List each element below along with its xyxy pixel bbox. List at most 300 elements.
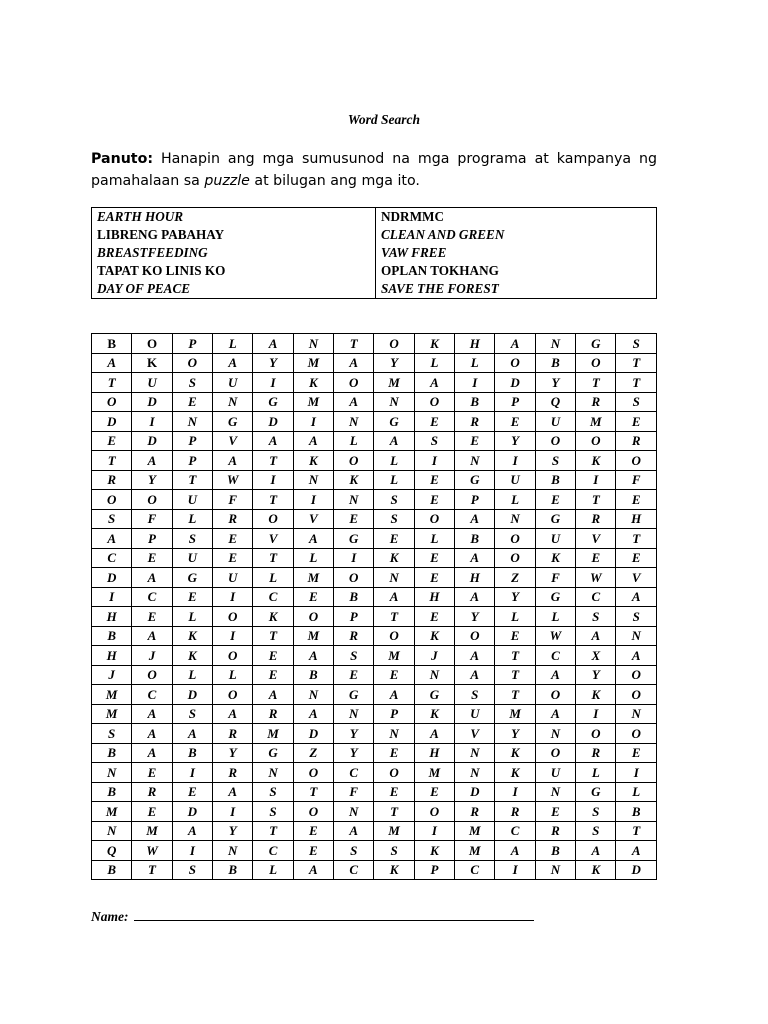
grid-cell[interactable]: E xyxy=(293,821,333,841)
grid-cell[interactable]: T xyxy=(334,334,374,354)
grid-cell[interactable]: E xyxy=(334,665,374,685)
grid-cell[interactable]: A xyxy=(132,704,172,724)
grid-cell[interactable]: E xyxy=(414,568,454,588)
grid-cell[interactable]: R xyxy=(576,392,616,412)
grid-cell[interactable]: E xyxy=(293,841,333,861)
grid-cell[interactable]: K xyxy=(374,860,414,880)
grid-cell[interactable]: D xyxy=(616,860,657,880)
grid-cell[interactable]: U xyxy=(172,490,212,510)
grid-cell[interactable]: A xyxy=(253,334,293,354)
grid-cell[interactable]: I xyxy=(495,782,535,802)
grid-cell[interactable]: S xyxy=(414,431,454,451)
grid-cell[interactable]: R xyxy=(213,509,253,529)
grid-cell[interactable]: O xyxy=(495,548,535,568)
grid-cell[interactable]: S xyxy=(374,509,414,529)
grid-cell[interactable]: O xyxy=(535,685,575,705)
grid-cell[interactable]: B xyxy=(172,743,212,763)
grid-cell[interactable]: V xyxy=(293,509,333,529)
grid-cell[interactable]: E xyxy=(576,548,616,568)
grid-cell[interactable]: P xyxy=(172,451,212,471)
grid-cell[interactable]: K xyxy=(414,626,454,646)
grid-cell[interactable]: A xyxy=(253,685,293,705)
grid-cell[interactable]: E xyxy=(172,587,212,607)
grid-cell[interactable]: A xyxy=(293,860,333,880)
grid-cell[interactable]: I xyxy=(334,548,374,568)
grid-cell[interactable]: V xyxy=(576,529,616,549)
grid-cell[interactable]: N xyxy=(293,685,333,705)
grid-cell[interactable]: T xyxy=(253,548,293,568)
grid-cell[interactable]: K xyxy=(495,763,535,783)
grid-cell[interactable]: O xyxy=(576,431,616,451)
grid-cell[interactable]: N xyxy=(616,704,657,724)
grid-cell[interactable]: H xyxy=(455,568,495,588)
grid-cell[interactable]: S xyxy=(576,802,616,822)
grid-cell[interactable]: I xyxy=(132,412,172,432)
grid-cell[interactable]: Y xyxy=(495,431,535,451)
grid-cell[interactable]: E xyxy=(172,392,212,412)
grid-cell[interactable]: Y xyxy=(334,743,374,763)
grid-cell[interactable]: F xyxy=(616,470,657,490)
grid-cell[interactable]: O xyxy=(334,451,374,471)
grid-cell[interactable]: T xyxy=(92,451,132,471)
grid-cell[interactable]: A xyxy=(213,704,253,724)
grid-cell[interactable]: K xyxy=(374,548,414,568)
grid-cell[interactable]: D xyxy=(172,802,212,822)
grid-cell[interactable]: M xyxy=(495,704,535,724)
grid-cell[interactable]: E xyxy=(414,607,454,627)
grid-cell[interactable]: F xyxy=(535,568,575,588)
grid-cell[interactable]: O xyxy=(213,646,253,666)
grid-cell[interactable]: E xyxy=(414,470,454,490)
grid-cell[interactable]: Y xyxy=(374,353,414,373)
grid-cell[interactable]: B xyxy=(92,626,132,646)
grid-cell[interactable]: O xyxy=(374,626,414,646)
grid-cell[interactable]: S xyxy=(535,451,575,471)
grid-cell[interactable]: O xyxy=(213,607,253,627)
grid-cell[interactable]: P xyxy=(414,860,454,880)
grid-cell[interactable]: N xyxy=(334,412,374,432)
grid-cell[interactable]: R xyxy=(535,821,575,841)
grid-cell[interactable]: I xyxy=(172,841,212,861)
grid-cell[interactable]: G xyxy=(535,509,575,529)
grid-cell[interactable]: I xyxy=(92,587,132,607)
grid-cell[interactable]: I xyxy=(495,451,535,471)
grid-cell[interactable]: D xyxy=(132,392,172,412)
grid-cell[interactable]: A xyxy=(132,568,172,588)
grid-cell[interactable]: E xyxy=(92,431,132,451)
grid-cell[interactable]: T xyxy=(374,802,414,822)
grid-cell[interactable]: O xyxy=(616,665,657,685)
grid-cell[interactable]: O xyxy=(576,353,616,373)
grid-cell[interactable]: C xyxy=(334,763,374,783)
grid-cell[interactable]: L xyxy=(455,353,495,373)
grid-cell[interactable]: L xyxy=(172,665,212,685)
grid-cell[interactable]: D xyxy=(495,373,535,393)
grid-cell[interactable]: A xyxy=(334,353,374,373)
grid-cell[interactable]: L xyxy=(414,353,454,373)
grid-cell[interactable]: A xyxy=(374,685,414,705)
grid-cell[interactable]: Y xyxy=(213,821,253,841)
grid-cell[interactable]: P xyxy=(455,490,495,510)
grid-cell[interactable]: N xyxy=(495,509,535,529)
grid-cell[interactable]: C xyxy=(253,587,293,607)
grid-cell[interactable]: A xyxy=(334,392,374,412)
grid-cell[interactable]: T xyxy=(253,451,293,471)
grid-cell[interactable]: Y xyxy=(495,587,535,607)
grid-cell[interactable]: E xyxy=(414,412,454,432)
grid-cell[interactable]: Y xyxy=(576,665,616,685)
grid-cell[interactable]: K xyxy=(132,353,172,373)
grid-cell[interactable]: U xyxy=(213,568,253,588)
grid-cell[interactable]: F xyxy=(213,490,253,510)
grid-cell[interactable]: N xyxy=(374,724,414,744)
grid-cell[interactable]: A xyxy=(293,704,333,724)
grid-cell[interactable]: L xyxy=(293,548,333,568)
grid-cell[interactable]: K xyxy=(172,626,212,646)
grid-cell[interactable]: O xyxy=(92,392,132,412)
grid-cell[interactable]: S xyxy=(374,490,414,510)
grid-cell[interactable]: O xyxy=(132,490,172,510)
grid-cell[interactable]: M xyxy=(374,821,414,841)
grid-cell[interactable]: O xyxy=(374,763,414,783)
grid-cell[interactable]: O xyxy=(92,490,132,510)
grid-cell[interactable]: R xyxy=(213,724,253,744)
grid-cell[interactable]: O xyxy=(414,392,454,412)
grid-cell[interactable]: N xyxy=(92,763,132,783)
grid-cell[interactable]: C xyxy=(495,821,535,841)
grid-cell[interactable]: E xyxy=(374,743,414,763)
grid-cell[interactable]: M xyxy=(253,724,293,744)
grid-cell[interactable]: L xyxy=(495,607,535,627)
grid-cell[interactable]: S xyxy=(455,685,495,705)
grid-cell[interactable]: E xyxy=(535,490,575,510)
grid-cell[interactable]: H xyxy=(414,743,454,763)
grid-cell[interactable]: H xyxy=(455,334,495,354)
grid-cell[interactable]: I xyxy=(414,451,454,471)
grid-cell[interactable]: I xyxy=(616,763,657,783)
grid-cell[interactable]: R xyxy=(92,470,132,490)
grid-cell[interactable]: A xyxy=(334,821,374,841)
grid-cell[interactable]: I xyxy=(253,470,293,490)
grid-cell[interactable]: O xyxy=(495,353,535,373)
grid-cell[interactable]: E xyxy=(132,607,172,627)
grid-cell[interactable]: R xyxy=(576,509,616,529)
grid-cell[interactable]: P xyxy=(495,392,535,412)
grid-cell[interactable]: R xyxy=(495,802,535,822)
grid-cell[interactable]: K xyxy=(576,451,616,471)
grid-cell[interactable]: Y xyxy=(455,607,495,627)
grid-cell[interactable]: M xyxy=(293,626,333,646)
grid-cell[interactable]: S xyxy=(576,607,616,627)
grid-cell[interactable]: I xyxy=(213,626,253,646)
grid-cell[interactable]: O xyxy=(213,685,253,705)
grid-cell[interactable]: E xyxy=(374,665,414,685)
grid-cell[interactable]: M xyxy=(414,763,454,783)
grid-cell[interactable]: S xyxy=(172,529,212,549)
grid-cell[interactable]: I xyxy=(455,373,495,393)
grid-cell[interactable]: N xyxy=(293,470,333,490)
grid-cell[interactable]: T xyxy=(576,373,616,393)
grid-cell[interactable]: N xyxy=(535,782,575,802)
grid-cell[interactable]: S xyxy=(92,724,132,744)
grid-cell[interactable]: L xyxy=(414,529,454,549)
grid-cell[interactable]: I xyxy=(576,704,616,724)
grid-cell[interactable]: C xyxy=(535,646,575,666)
grid-cell[interactable]: A xyxy=(495,841,535,861)
grid-cell[interactable]: R xyxy=(213,763,253,783)
grid-cell[interactable]: U xyxy=(132,373,172,393)
grid-cell[interactable]: A xyxy=(616,841,657,861)
grid-cell[interactable]: T xyxy=(495,646,535,666)
grid-cell[interactable]: M xyxy=(92,685,132,705)
grid-cell[interactable]: E xyxy=(616,412,657,432)
grid-cell[interactable]: J xyxy=(92,665,132,685)
grid-cell[interactable]: L xyxy=(334,431,374,451)
grid-cell[interactable]: R xyxy=(334,626,374,646)
grid-cell[interactable]: Y xyxy=(334,724,374,744)
grid-cell[interactable]: I xyxy=(213,587,253,607)
grid-cell[interactable]: T xyxy=(172,470,212,490)
grid-cell[interactable]: O xyxy=(293,763,333,783)
grid-cell[interactable]: L xyxy=(172,509,212,529)
grid-cell[interactable]: H xyxy=(616,509,657,529)
grid-cell[interactable]: E xyxy=(495,412,535,432)
grid-cell[interactable]: T xyxy=(576,490,616,510)
grid-cell[interactable]: T xyxy=(616,529,657,549)
grid-cell[interactable]: E xyxy=(253,646,293,666)
grid-cell[interactable]: B xyxy=(535,841,575,861)
grid-cell[interactable]: B xyxy=(535,353,575,373)
grid-cell[interactable]: M xyxy=(576,412,616,432)
grid-cell[interactable]: P xyxy=(172,431,212,451)
grid-cell[interactable]: E xyxy=(616,743,657,763)
grid-cell[interactable]: S xyxy=(616,607,657,627)
grid-cell[interactable]: M xyxy=(455,821,495,841)
grid-cell[interactable]: C xyxy=(132,685,172,705)
grid-cell[interactable]: K xyxy=(293,373,333,393)
grid-cell[interactable]: G xyxy=(535,587,575,607)
grid-cell[interactable]: U xyxy=(535,529,575,549)
grid-cell[interactable]: S xyxy=(172,373,212,393)
grid-cell[interactable]: R xyxy=(253,704,293,724)
grid-cell[interactable]: A xyxy=(132,743,172,763)
grid-cell[interactable]: N xyxy=(253,763,293,783)
grid-cell[interactable]: C xyxy=(455,860,495,880)
grid-cell[interactable]: A xyxy=(374,587,414,607)
grid-cell[interactable]: B xyxy=(455,392,495,412)
grid-cell[interactable]: K xyxy=(293,451,333,471)
grid-cell[interactable]: T xyxy=(616,373,657,393)
grid-cell[interactable]: O xyxy=(334,568,374,588)
grid-cell[interactable]: N xyxy=(374,392,414,412)
grid-cell[interactable]: M xyxy=(293,353,333,373)
grid-cell[interactable]: P xyxy=(334,607,374,627)
grid-cell[interactable]: N xyxy=(455,743,495,763)
grid-cell[interactable]: T xyxy=(374,607,414,627)
grid-cell[interactable]: E xyxy=(293,587,333,607)
grid-cell[interactable]: H xyxy=(414,587,454,607)
grid-cell[interactable]: A xyxy=(172,724,212,744)
grid-cell[interactable]: N xyxy=(293,334,333,354)
grid-cell[interactable]: E xyxy=(616,548,657,568)
grid-cell[interactable]: G xyxy=(374,412,414,432)
grid-cell[interactable]: O xyxy=(414,509,454,529)
grid-cell[interactable]: G xyxy=(414,685,454,705)
grid-cell[interactable]: B xyxy=(92,334,132,354)
grid-cell[interactable]: F xyxy=(334,782,374,802)
grid-cell[interactable]: J xyxy=(132,646,172,666)
grid-cell[interactable]: L xyxy=(253,568,293,588)
grid-cell[interactable]: T xyxy=(495,665,535,685)
grid-cell[interactable]: T xyxy=(293,782,333,802)
grid-cell[interactable]: A xyxy=(455,548,495,568)
grid-cell[interactable]: V xyxy=(616,568,657,588)
grid-cell[interactable]: L xyxy=(213,334,253,354)
grid-cell[interactable]: K xyxy=(535,548,575,568)
grid-cell[interactable]: O xyxy=(535,431,575,451)
grid-cell[interactable]: D xyxy=(253,412,293,432)
grid-cell[interactable]: S xyxy=(374,841,414,861)
grid-cell[interactable]: N xyxy=(535,724,575,744)
grid-cell[interactable]: L xyxy=(374,451,414,471)
grid-cell[interactable]: P xyxy=(374,704,414,724)
grid-cell[interactable]: O xyxy=(616,451,657,471)
grid-cell[interactable]: A xyxy=(213,782,253,802)
grid-cell[interactable]: A xyxy=(293,646,333,666)
grid-cell[interactable]: O xyxy=(495,529,535,549)
grid-cell[interactable]: S xyxy=(172,860,212,880)
grid-cell[interactable]: O xyxy=(293,802,333,822)
grid-cell[interactable]: S xyxy=(172,704,212,724)
grid-cell[interactable]: N xyxy=(455,451,495,471)
grid-cell[interactable]: S xyxy=(576,821,616,841)
grid-cell[interactable]: U xyxy=(455,704,495,724)
grid-cell[interactable]: E xyxy=(455,431,495,451)
grid-cell[interactable]: K xyxy=(414,841,454,861)
grid-cell[interactable]: E xyxy=(334,509,374,529)
grid-cell[interactable]: I xyxy=(172,763,212,783)
grid-cell[interactable]: I xyxy=(576,470,616,490)
grid-cell[interactable]: L xyxy=(535,607,575,627)
grid-cell[interactable]: L xyxy=(616,782,657,802)
grid-cell[interactable]: A xyxy=(92,529,132,549)
grid-cell[interactable]: A xyxy=(576,841,616,861)
grid-cell[interactable]: A xyxy=(414,724,454,744)
grid-cell[interactable]: T xyxy=(132,860,172,880)
grid-cell[interactable]: A xyxy=(455,509,495,529)
grid-cell[interactable]: A xyxy=(172,821,212,841)
grid-cell[interactable]: M xyxy=(132,821,172,841)
grid-cell[interactable]: M xyxy=(374,646,414,666)
grid-cell[interactable]: S xyxy=(334,841,374,861)
grid-cell[interactable]: Q xyxy=(92,841,132,861)
grid-cell[interactable]: D xyxy=(455,782,495,802)
grid-cell[interactable]: E xyxy=(132,802,172,822)
grid-cell[interactable]: I xyxy=(253,373,293,393)
grid-cell[interactable]: C xyxy=(132,587,172,607)
grid-cell[interactable]: U xyxy=(535,412,575,432)
grid-cell[interactable]: X xyxy=(576,646,616,666)
grid-cell[interactable]: J xyxy=(414,646,454,666)
grid-cell[interactable]: E xyxy=(213,529,253,549)
grid-cell[interactable]: U xyxy=(213,373,253,393)
grid-cell[interactable]: K xyxy=(576,685,616,705)
grid-cell[interactable]: T xyxy=(495,685,535,705)
grid-cell[interactable]: B xyxy=(293,665,333,685)
grid-cell[interactable]: I xyxy=(495,860,535,880)
grid-cell[interactable]: S xyxy=(92,509,132,529)
grid-cell[interactable]: M xyxy=(92,704,132,724)
grid-cell[interactable]: G xyxy=(576,334,616,354)
grid-cell[interactable]: O xyxy=(576,724,616,744)
grid-cell[interactable]: A xyxy=(616,587,657,607)
grid-cell[interactable]: K xyxy=(495,743,535,763)
grid-cell[interactable]: M xyxy=(92,802,132,822)
grid-cell[interactable]: I xyxy=(213,802,253,822)
grid-cell[interactable]: R xyxy=(455,412,495,432)
grid-cell[interactable]: Y xyxy=(213,743,253,763)
grid-cell[interactable]: L xyxy=(172,607,212,627)
grid-cell[interactable]: D xyxy=(92,568,132,588)
grid-cell[interactable]: T xyxy=(253,490,293,510)
grid-cell[interactable]: M xyxy=(293,568,333,588)
grid-cell[interactable]: N xyxy=(535,334,575,354)
grid-cell[interactable]: L xyxy=(253,860,293,880)
grid-cell[interactable]: L xyxy=(495,490,535,510)
grid-cell[interactable]: E xyxy=(132,763,172,783)
grid-cell[interactable]: A xyxy=(213,451,253,471)
grid-cell[interactable]: A xyxy=(132,724,172,744)
grid-cell[interactable]: A xyxy=(414,373,454,393)
grid-cell[interactable]: E xyxy=(253,665,293,685)
grid-cell[interactable]: N xyxy=(172,412,212,432)
grid-cell[interactable]: M xyxy=(293,392,333,412)
grid-cell[interactable]: G xyxy=(334,529,374,549)
grid-cell[interactable]: U xyxy=(535,763,575,783)
grid-cell[interactable]: V xyxy=(253,529,293,549)
grid-cell[interactable]: B xyxy=(92,743,132,763)
grid-cell[interactable]: N xyxy=(213,841,253,861)
grid-cell[interactable]: G xyxy=(576,782,616,802)
grid-cell[interactable]: A xyxy=(495,334,535,354)
grid-cell[interactable]: P xyxy=(172,334,212,354)
grid-cell[interactable]: I xyxy=(293,412,333,432)
grid-cell[interactable]: Y xyxy=(253,353,293,373)
grid-cell[interactable]: A xyxy=(576,626,616,646)
grid-cell[interactable]: A xyxy=(92,353,132,373)
grid-cell[interactable]: U xyxy=(172,548,212,568)
grid-cell[interactable]: G xyxy=(213,412,253,432)
grid-cell[interactable]: Z xyxy=(293,743,333,763)
grid-cell[interactable]: A xyxy=(213,353,253,373)
grid-cell[interactable]: I xyxy=(293,490,333,510)
grid-cell[interactable]: Y xyxy=(495,724,535,744)
grid-cell[interactable]: A xyxy=(293,431,333,451)
grid-cell[interactable]: A xyxy=(293,529,333,549)
grid-cell[interactable]: B xyxy=(92,782,132,802)
grid-cell[interactable]: N xyxy=(535,860,575,880)
grid-cell[interactable]: N xyxy=(334,490,374,510)
grid-cell[interactable]: V xyxy=(213,431,253,451)
grid-cell[interactable]: N xyxy=(334,704,374,724)
grid-cell[interactable]: B xyxy=(92,860,132,880)
grid-cell[interactable]: M xyxy=(455,841,495,861)
grid-cell[interactable]: M xyxy=(374,373,414,393)
grid-cell[interactable]: T xyxy=(253,626,293,646)
grid-cell[interactable]: C xyxy=(576,587,616,607)
grid-cell[interactable]: O xyxy=(132,665,172,685)
grid-cell[interactable]: O xyxy=(293,607,333,627)
